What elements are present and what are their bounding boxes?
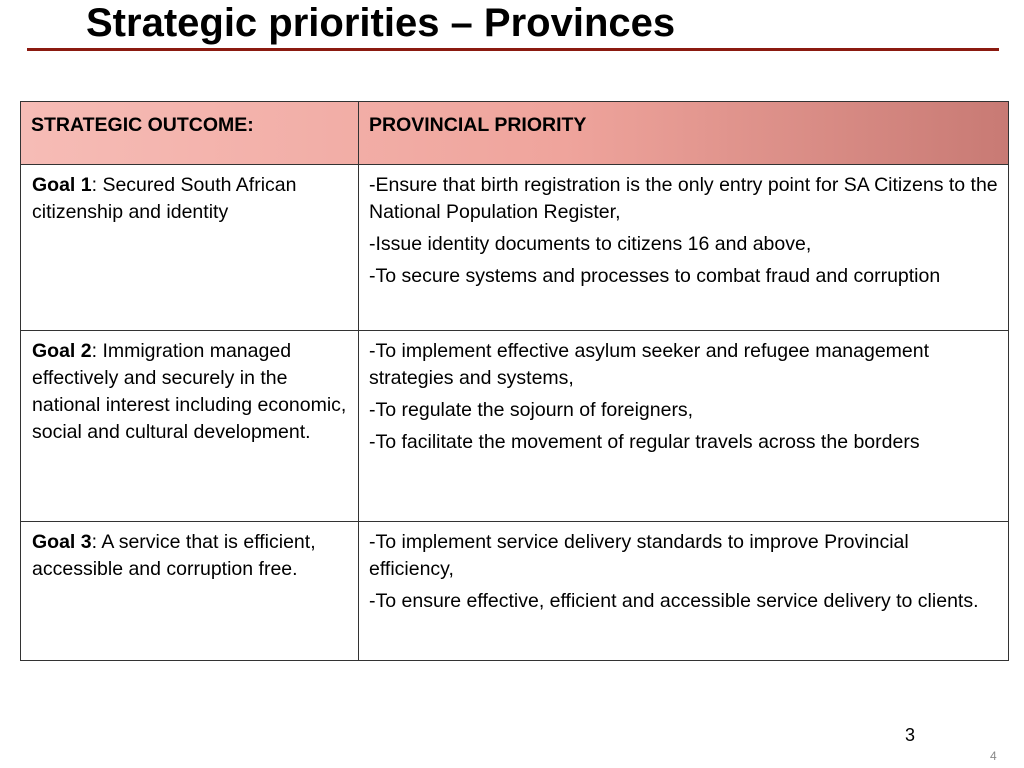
priority-item: -Issue identity documents to citizens 16 and above,	[369, 233, 812, 255]
goal-cell	[21, 522, 359, 661]
title-divider	[27, 48, 999, 51]
goal-cell	[21, 165, 359, 331]
priority-cell	[359, 331, 1009, 522]
header-provincial-priority: PROVINCIAL PRIORITY	[359, 102, 1009, 165]
priority-item: -To implement service delivery standards to improve Provincial efficiency,	[369, 531, 909, 580]
slide-title: Strategic priorities – Provinces	[86, 1, 676, 45]
table-row	[21, 165, 1009, 331]
goal-description: : A service that is efficient, accessible and corruption free.	[32, 531, 316, 580]
goal-description: : Secured South African citizenship and identity	[32, 174, 297, 223]
priority-cell	[359, 165, 1009, 331]
goal-cell	[21, 331, 359, 522]
priority-item: -To regulate the sojourn of foreigners,	[369, 399, 694, 421]
slide-number: 4	[990, 749, 997, 763]
priority-item: -To secure systems and processes to combat fraud and corruption	[369, 265, 941, 287]
page-number: 3	[905, 725, 916, 745]
goal-description: : Immigration managed effectively and securely in the national interest including economic, social and cultural development.	[32, 340, 347, 443]
priority-item: -Ensure that birth registration is the only entry point for SA Citizens to the National Population Register,	[369, 174, 998, 223]
priority-cell	[359, 522, 1009, 661]
header-strategic-outcome: STRATEGIC OUTCOME:	[21, 102, 359, 165]
goal-label: Goal 3	[32, 531, 92, 553]
table-header-row	[21, 102, 1009, 165]
goal-label: Goal 1	[32, 174, 92, 196]
goal-label: Goal 2	[32, 340, 92, 362]
table-row	[21, 522, 1009, 661]
table-row	[21, 331, 1009, 522]
priority-item: -To ensure effective, efficient and accessible service delivery to clients.	[369, 590, 979, 612]
priorities-table	[20, 101, 1009, 661]
priority-item: -To facilitate the movement of regular travels across the borders	[369, 431, 920, 453]
priority-item: -To implement effective asylum seeker and refugee management strategies and systems,	[369, 340, 930, 389]
